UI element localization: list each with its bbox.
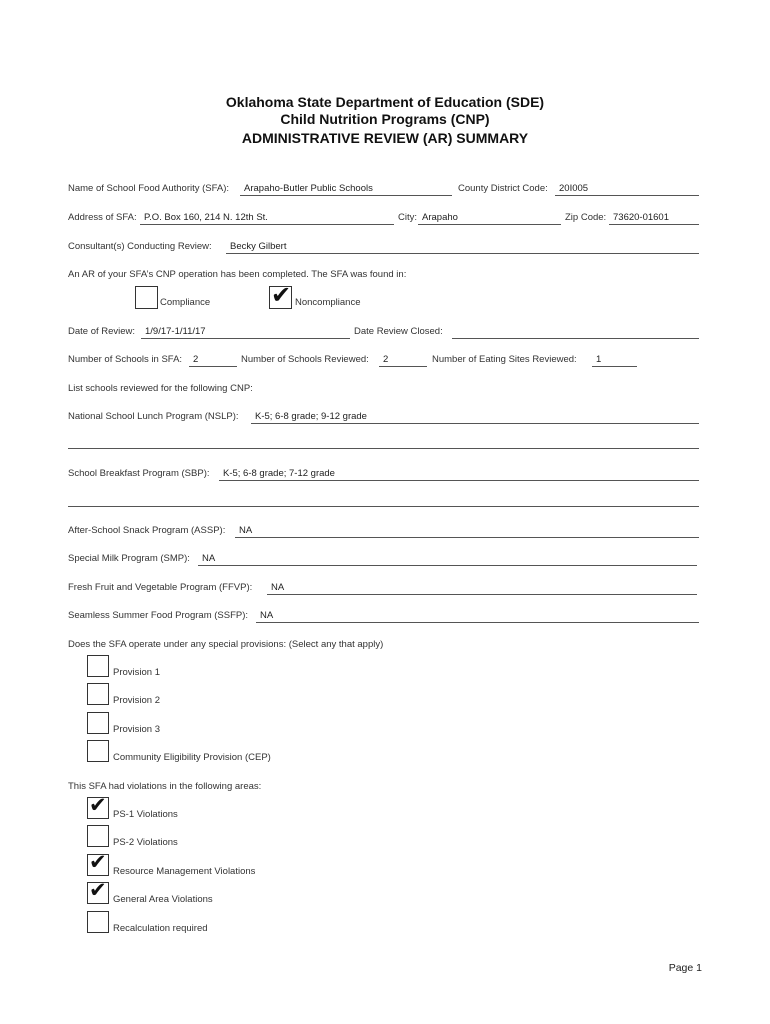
review-date-label: Date of Review: [68,326,136,337]
review-date-value: 1/9/17-1/11/17 [145,326,206,337]
review-closed-field[interactable] [452,325,699,339]
ssfp-label: Seamless Summer Food Program (SSFP): [68,610,249,621]
sbp-continuation-line[interactable] [68,506,699,507]
nslp-value: K-5; 6-8 grade; 9-12 grade [255,411,367,422]
ffvp-field[interactable] [267,581,697,595]
cep-checkbox[interactable] [87,740,109,762]
ssfp-value: NA [260,610,274,621]
provision-1-label: Provision 1 [113,667,160,678]
general-area-check-mark: ✔ [89,878,107,902]
sbp-value: K-5; 6-8 grade; 7-12 grade [223,468,335,479]
page-number: Page 1 [668,962,702,974]
ffvp-label: Fresh Fruit and Vegetable Program (FFVP): [68,582,253,593]
sfa-name-field[interactable] [240,182,452,196]
assp-label: After-School Snack Program (ASSP): [68,525,226,536]
recalculation-checkbox[interactable] [87,911,109,933]
schools-reviewed-field[interactable] [379,353,427,367]
city-field[interactable] [418,211,561,225]
sfa-address-label: Address of SFA: [68,212,137,223]
consultant-label: Consultant(s) Conducting Review: [68,241,212,252]
assp-value: NA [239,525,253,536]
schools-reviewed-value: 2 [383,354,389,365]
compliance-checkbox[interactable] [135,286,158,309]
provision-2-label: Provision 2 [113,695,160,706]
ps2-violations-label: PS-2 Violations [113,837,178,848]
provision-2-checkbox[interactable] [87,683,109,705]
nslp-label: National School Lunch Program (NSLP): [68,411,239,422]
provisions-question: Does the SFA operate under any special provisions: (Select any that apply) [68,639,384,650]
schools-reviewed-label: Number of Schools Reviewed: [241,354,369,365]
provision-3-label: Provision 3 [113,724,160,735]
schools-in-sfa-field[interactable] [189,353,237,367]
ssfp-field[interactable] [256,609,699,623]
ps1-violations-checkbox[interactable] [87,793,109,819]
doc-title-agency: Oklahoma State Department of Education (SDE) [225,94,545,110]
finding-statement: An AR of your SFA’s CNP operation has been completed. The SFA was found in: [68,269,407,280]
city-label: City: [398,212,417,223]
zip-code-field[interactable] [609,211,699,225]
resource-management-check-mark: ✔ [89,850,107,874]
programs-intro: List schools reviewed for the following CNP: [68,383,253,394]
county-code-label: County District Code: [458,183,548,194]
ffvp-value: NA [271,582,285,593]
provision-3-checkbox[interactable] [87,712,109,734]
consultant-field[interactable] [226,240,699,254]
doc-title-program: Child Nutrition Programs (CNP) [280,111,490,127]
noncompliance-checkbox[interactable] [269,281,292,309]
ps1-violations-label: PS-1 Violations [113,809,178,820]
compliance-label: Compliance [160,297,211,308]
zip-code-value: 73620-01601 [613,212,669,223]
general-area-checkbox[interactable] [87,878,109,904]
ps2-violations-checkbox[interactable] [87,825,109,847]
county-code-field[interactable] [555,182,699,196]
cep-label: Community Eligibility Provision (CEP) [113,752,271,763]
resource-management-label: Resource Management Violations [113,866,256,877]
county-code-value: 20I005 [559,183,589,194]
noncompliance-label: Noncompliance [295,297,361,308]
city-value: Arapaho [422,212,458,223]
sfa-address-field[interactable] [140,211,394,225]
assp-field[interactable] [235,524,699,538]
doc-title-summary: ADMINISTRATIVE REVIEW (AR) SUMMARY [241,130,529,146]
resource-management-checkbox[interactable] [87,850,109,876]
sfa-name-label: Name of School Food Authority (SFA): [68,183,230,194]
consultant-value: Becky Gilbert [230,241,287,252]
nslp-field[interactable] [251,410,699,424]
noncompliance-check-mark: ✔ [271,281,292,309]
smp-field[interactable] [198,552,697,566]
provision-1-checkbox[interactable] [87,655,109,677]
review-date-field[interactable] [141,325,350,339]
recalculation-label: Recalculation required [113,923,208,934]
general-area-label: General Area Violations [113,894,213,905]
schools-in-sfa-value: 2 [193,354,199,365]
schools-in-sfa-label: Number of Schools in SFA: [68,354,183,365]
ps1-check-mark: ✔ [89,793,107,817]
nslp-continuation-line[interactable] [68,448,699,449]
sfa-name-value: Arapaho-Butler Public Schools [244,183,373,194]
sfa-address-value: P.O. Box 160, 214 N. 12th St. [144,212,268,223]
eating-sites-field[interactable] [592,353,637,367]
sbp-field[interactable] [219,467,699,481]
zip-code-label: Zip Code: [565,212,607,223]
violations-intro: This SFA had violations in the following areas: [68,781,262,792]
smp-label: Special Milk Program (SMP): [68,553,190,564]
review-closed-label: Date Review Closed: [354,326,443,337]
eating-sites-label: Number of Eating Sites Reviewed: [432,354,577,365]
smp-value: NA [202,553,216,564]
sbp-label: School Breakfast Program (SBP): [68,468,210,479]
eating-sites-value: 1 [596,354,602,365]
